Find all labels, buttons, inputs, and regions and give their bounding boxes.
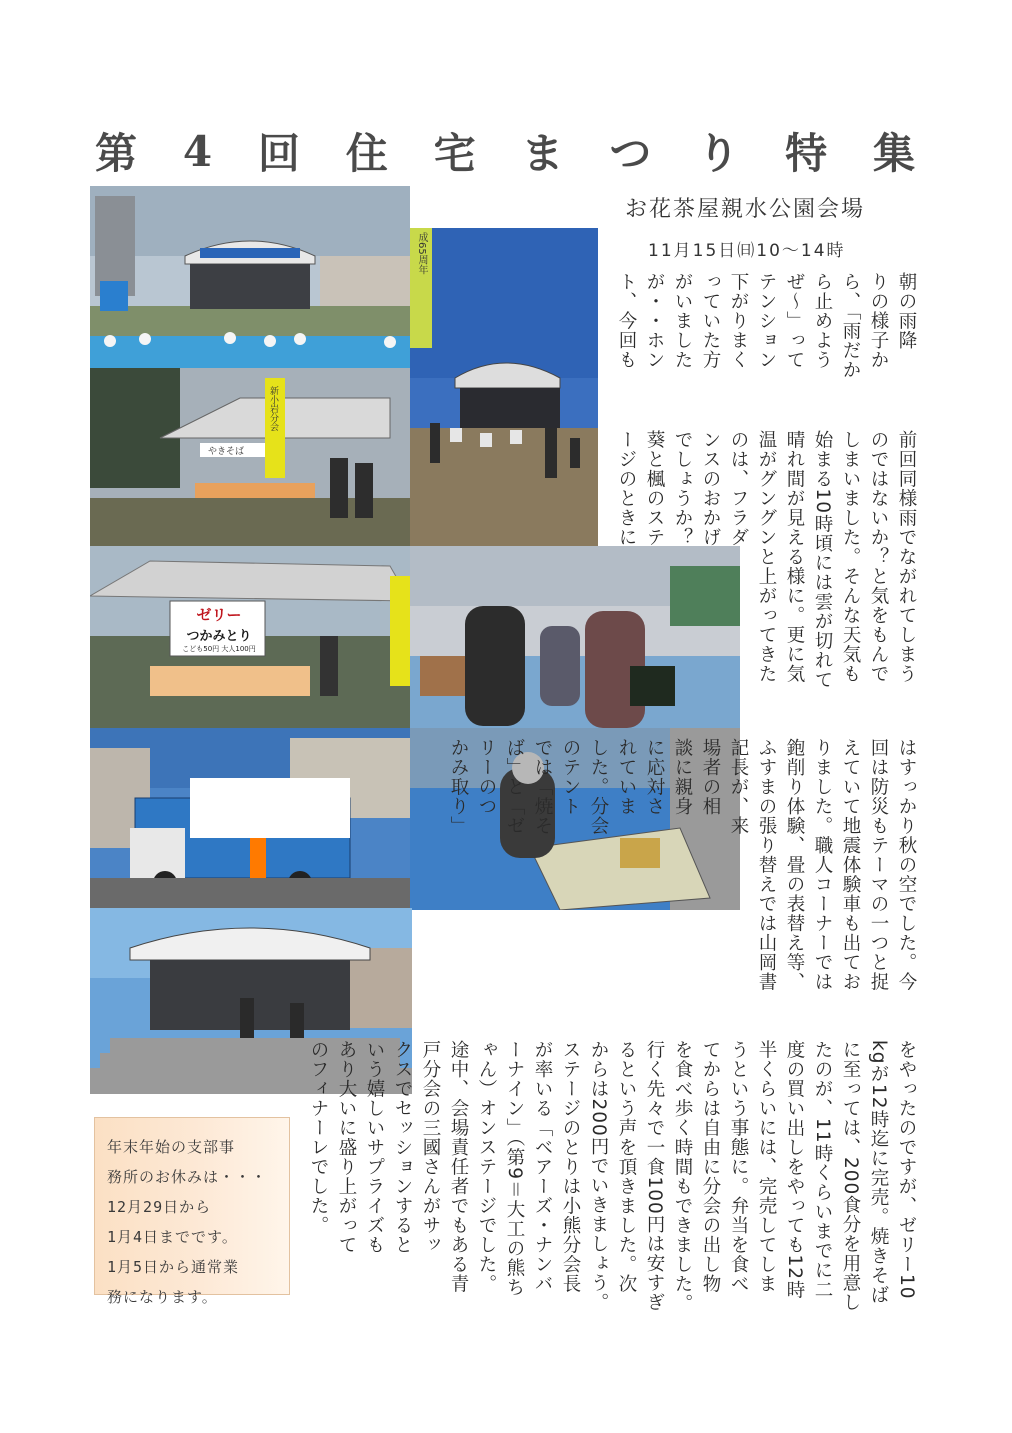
article-line: かみ取り」 — [448, 738, 469, 836]
title-char: 集 — [872, 129, 915, 178]
article-line: れていま — [616, 738, 637, 816]
venue-heading: お花茶屋親水公園会場 — [625, 197, 866, 222]
article-line: はすっかり秋の空でした。今 — [896, 738, 917, 992]
article-line: ふすまの張り替えでは山岡書 — [756, 738, 777, 992]
article-line: に至っては、200食分を用意し — [840, 1040, 861, 1313]
article-line: えていて地震体験車も出てお — [840, 738, 861, 992]
article-line: ら、「雨だか — [840, 272, 861, 380]
article-line: 朝の雨降 — [896, 272, 917, 350]
article-line: テンション — [756, 272, 777, 370]
title-char: 4 — [182, 126, 213, 176]
title-char: 宅 — [433, 129, 476, 178]
event-date: 11月15日㈰10～14時 — [648, 241, 846, 261]
article-line: 戸分会の三國さんがサッ — [420, 1040, 441, 1255]
article-line: 温がグングンと上がってきた — [756, 430, 777, 684]
notice-line: 12月29日から — [107, 1198, 212, 1216]
article-line: リーのつ — [476, 738, 497, 816]
article-block-4 — [304, 1040, 920, 1325]
article-line: るという声を頂きました。次 — [616, 1040, 637, 1294]
article-line: を食べ歩く時間もできました。 — [672, 1040, 693, 1313]
article-line: クスでセッションすると — [392, 1040, 413, 1255]
article-line: 始まる10時頃には雲が切れて — [812, 430, 833, 690]
page-title — [95, 122, 915, 180]
article-line: ーナイン」（第9＝大工の熊ち — [504, 1040, 525, 1298]
notice-line: 1月4日までです。 — [107, 1228, 238, 1246]
office-holiday-notice — [94, 1117, 290, 1306]
jelly-sign-title: ゼリー — [196, 606, 242, 624]
notice-line: 年末年始の支部事 — [107, 1138, 236, 1156]
article-line: 行く先々で一食100円は安すぎ — [644, 1040, 665, 1313]
article-line: をやったのですが、ゼリー10 — [896, 1040, 917, 1300]
article-line: した。分会 — [588, 738, 609, 836]
article-line: が・・ホン — [644, 272, 665, 370]
article-line: のではないか？と気をもんで — [868, 430, 889, 684]
article-line: 下がりまく — [728, 272, 749, 370]
photo-stage-crowd — [410, 228, 598, 546]
article-line: 晴れ間が見える様に。更に気 — [784, 430, 805, 684]
article-line: てからは自由に分会の出し物 — [700, 1040, 721, 1294]
article-line: りました。職人コーナーでは — [812, 738, 833, 992]
title-char: 住 — [345, 129, 388, 178]
jelly-sign-price: こども50円 大人100円 — [182, 645, 256, 653]
jelly-sign-subtitle: つかみとり — [186, 629, 252, 644]
title-char: 回 — [257, 129, 300, 178]
article-line: ば」と「ゼ — [504, 738, 525, 836]
stage-banner: 成65周年 — [416, 232, 427, 275]
title-char: つ — [609, 129, 652, 178]
article-line: 談に親身 — [672, 738, 693, 816]
article-line: ンスのおかげ — [700, 430, 721, 547]
photo-jelly-stall — [90, 546, 410, 728]
article-line: ゃん）オンステージでした。 — [476, 1040, 497, 1294]
tent-sign: やきそば — [208, 447, 245, 457]
article-line: がいました — [672, 272, 693, 370]
title-char: 第 — [95, 129, 138, 178]
article-line: 前回同様雨でながれてしまう — [896, 430, 917, 684]
article-line: からは200円でいきましょう。 — [588, 1040, 609, 1313]
title-char: ま — [521, 129, 564, 178]
photo-earthquake-truck — [90, 728, 410, 908]
notice-line: 務になります。 — [107, 1288, 218, 1306]
notice-line: 1月5日から通常業 — [107, 1258, 240, 1276]
article-line: りの様子か — [868, 272, 889, 370]
article-line: 途中、会場責任者でもある青 — [448, 1040, 469, 1294]
article-line: 鉋削り体験、畳の表替え等、 — [784, 738, 805, 992]
photo-stage-overview — [90, 186, 410, 368]
article-line: が率いる「ベアーズ・ナンバ — [532, 1040, 553, 1294]
article-line: ぜ～」って — [784, 272, 805, 370]
article-line: のテント — [560, 738, 581, 816]
title-char: 特 — [785, 129, 828, 178]
article-line: のは、フラダ — [728, 430, 749, 547]
title-char: り — [697, 129, 740, 178]
photo-tent-stall — [90, 368, 410, 548]
article-line: kgが12時迄に完売。焼きそば — [868, 1040, 889, 1305]
article-line: のフィナーレでした。 — [308, 1040, 329, 1235]
article-block-2 — [612, 430, 920, 690]
article-line: ステージのとりは小熊分会長 — [560, 1040, 581, 1294]
notice-line: 務所のお休みは・・・ — [107, 1168, 268, 1186]
article-line: あり大いに盛り上がって — [336, 1040, 357, 1255]
article-line: では「焼そ — [532, 738, 553, 836]
article-line: ージのときに — [616, 430, 637, 547]
article-block-1 — [612, 272, 920, 407]
article-line: いう嬉しいサプライズも — [364, 1040, 385, 1255]
article-line: ら止めよう — [812, 272, 833, 370]
article-line: しまいました。そんな天気も — [840, 430, 861, 684]
article-block-3 — [444, 738, 920, 1000]
article-line: たのが、11時くらいまでに二 — [812, 1040, 833, 1300]
article-line: 度の買い出しをやっても12時 — [784, 1040, 805, 1300]
article-line: っていた方 — [700, 272, 721, 370]
tent-banner: 新小岩分会 — [268, 386, 278, 431]
article-line: 場者の相 — [700, 738, 721, 816]
article-line: うという事態に。弁当を食べ — [728, 1040, 749, 1294]
article-line: 記長が、来 — [728, 738, 749, 836]
article-line: 回は防災もテーマの一つと捉 — [868, 738, 889, 992]
jelly-sign — [174, 604, 264, 654]
article-line: 半くらいには、完売してしま — [756, 1040, 777, 1294]
article-line: でしょうか？ — [672, 430, 693, 547]
article-line: ト、今回も — [616, 272, 637, 370]
article-line: に応対さ — [644, 738, 665, 816]
article-line: 葵と楓のステ — [644, 430, 665, 547]
